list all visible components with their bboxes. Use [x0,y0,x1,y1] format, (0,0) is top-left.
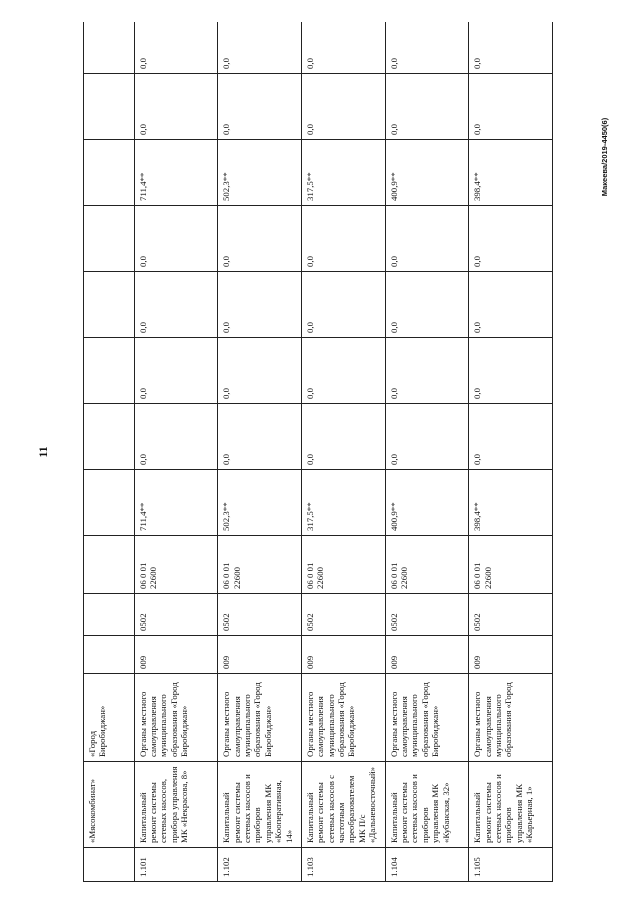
cell-value: 0,0 [134,74,218,140]
cell-value [84,22,135,74]
cell-csr [84,536,135,594]
cell-value: 0,0 [134,404,218,470]
cell-rzpr: 0502 [218,594,302,636]
cell-csr: 06 0 01 22600 [385,536,469,594]
cell-measure-name: Капитальный ремонт системы сетевых насосов, прибора управления МК «Некрасова, 8» [134,762,218,848]
rotated-table-container [83,22,553,882]
cell-value: 0,0 [301,272,385,338]
cell-value: 0,0 [385,206,469,272]
cell-value: 0,0 [218,338,302,404]
cell-value: 0,0 [469,338,553,404]
cell-value: 0,0 [218,22,302,74]
cell-measure-name: Капитальный ремонт системы сетевых насосов и приборов управления МК «Кооперативная, 14» [218,762,302,848]
cell-csr: 06 0 01 22600 [469,536,553,594]
cell-grbs: 009 [134,636,218,674]
cell-value: 0,0 [469,206,553,272]
cell-value: 0,0 [301,404,385,470]
cell-value: 0,0 [301,74,385,140]
cell-grbs: 009 [469,636,553,674]
cell-csr: 06 0 01 22600 [301,536,385,594]
cell-num [84,848,135,882]
cell-measure-name: Капитальный ремонт системы сетевых насосов с частотным преобразователем МК П/с «Дальневосточный» [301,762,385,848]
cell-value: 317,5** [301,470,385,536]
cell-grbs: 009 [218,636,302,674]
cell-value: 0,0 [469,272,553,338]
table-row [134,22,218,882]
cell-measure-name: «Мясокомбинат» [84,762,135,848]
cell-value: 0,0 [301,338,385,404]
cell-value [84,140,135,206]
cell-rzpr: 0502 [301,594,385,636]
cell-rzpr: 0502 [469,594,553,636]
cell-value: 0,0 [134,22,218,74]
cell-value: 400,9** [385,140,469,206]
cell-value [84,404,135,470]
cell-num: 1.104 [385,848,469,882]
cell-value: 0,0 [385,338,469,404]
cell-value: 0,0 [385,272,469,338]
cell-rzpr: 0502 [134,594,218,636]
cell-value: 502,3** [218,140,302,206]
cell-value: 711,4** [134,470,218,536]
cell-value: 0,0 [301,206,385,272]
cell-value [84,74,135,140]
cell-rzpr: 0502 [385,594,469,636]
document-code: Макеева/2019-4450(6) [600,117,609,197]
cell-value: 400,9** [385,470,469,536]
cell-num: 1.101 [134,848,218,882]
program-measures-table [83,22,553,882]
cell-rzpr [84,594,135,636]
cell-measure-name: Капитальный ремонт системы сетевых насосов и приборов управления МК «Кубанская, 32» [385,762,469,848]
table-row [218,22,302,882]
cell-value: 0,0 [218,272,302,338]
cell-executor: «Город Биробиджан» [84,674,135,762]
cell-value: 0,0 [134,272,218,338]
cell-value: 0,0 [134,206,218,272]
table-row-continuation [84,22,135,882]
cell-value: 0,0 [301,22,385,74]
cell-value: 398,4** [469,470,553,536]
cell-value: 0,0 [385,22,469,74]
cell-value: 0,0 [469,22,553,74]
table-row [385,22,469,882]
cell-measure-name: Капитальный ремонт системы сетевых насосов и приборов управления МК «Карьерная, 1» [469,762,553,848]
cell-num: 1.102 [218,848,302,882]
cell-value [84,338,135,404]
program-table-region [83,22,553,882]
cell-num: 1.103 [301,848,385,882]
cell-value: 711,4** [134,140,218,206]
cell-value [84,272,135,338]
cell-value [84,206,135,272]
cell-value: 502,3** [218,470,302,536]
cell-value: 317,5** [301,140,385,206]
cell-value: 0,0 [218,404,302,470]
cell-grbs: 009 [385,636,469,674]
cell-csr: 06 0 01 22600 [218,536,302,594]
cell-value: 0,0 [218,74,302,140]
cell-value: 0,0 [134,338,218,404]
cell-value: 0,0 [385,404,469,470]
cell-grbs: 009 [301,636,385,674]
cell-executor: Органы местного самоуправления муниципального образования «Город Биробиджан» [134,674,218,762]
cell-value: 0,0 [218,206,302,272]
cell-value: 0,0 [469,404,553,470]
cell-executor: Органы местного самоуправления муниципального образования «Город [469,674,553,762]
page-number: 11 [36,446,50,458]
cell-value: 398,4** [469,140,553,206]
cell-grbs [84,636,135,674]
cell-value [84,470,135,536]
cell-executor: Органы местного самоуправления муниципального образования «Город Биробиджан» [218,674,302,762]
cell-num: 1.105 [469,848,553,882]
cell-executor: Органы местного самоуправления муниципального образования «Город Биробиджан» [301,674,385,762]
table-row [301,22,385,882]
cell-executor: Органы местного самоуправления муниципального образования «Город Биробиджан» [385,674,469,762]
cell-csr: 06 0 01 22600 [134,536,218,594]
table-row [469,22,553,882]
cell-value: 0,0 [385,74,469,140]
cell-value: 0,0 [469,74,553,140]
